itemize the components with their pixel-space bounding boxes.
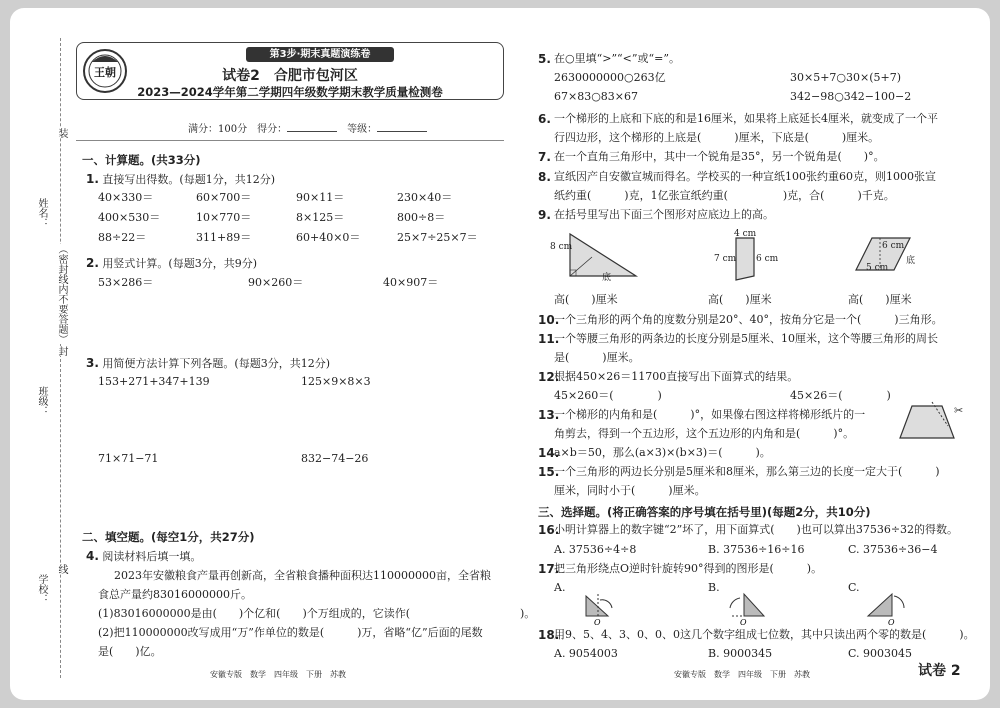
q5-item-a: 2630000000○263亿 [554,71,666,84]
q6-line: 一个梯形的上底和下底的和是16厘米，如果将上底延长4厘米，就变成了一个平 [554,112,938,125]
q3-text: 用简便方法计算下列各题。(每题3分，共12分) [102,357,330,370]
paper-title: 试卷2 合肥市包河区 [222,68,358,84]
oral-calc-item: 88÷22＝ [98,231,147,244]
q16-line: 小明计算器上的数字键“2”坏了，用下面算式( )也可以算出37536÷32的得数。 [554,523,959,536]
q4-prompt [86,549,201,564]
q15-line: 厘米，同时小于( )厘米。 [554,484,706,497]
oral-calc-item: 800÷8＝ [397,211,446,224]
oral-calc-item: 60+40×0＝ [296,231,361,244]
q12-item-a: 45×260＝( ) [554,389,662,402]
oral-calc-item: 40×330＝ [98,191,154,204]
q8-number: 8. [538,170,551,184]
oral-calc-item: 400×530＝ [98,211,161,224]
q11-line: 是( )厘米。 [554,351,640,364]
seal-char-3: 线 [56,564,67,574]
q16-option-a: A. 37536÷4÷8 [554,543,637,556]
q5-item-c: 67×83○83×67 [554,90,639,103]
class-label: 班级： [36,386,47,416]
fig3-label-base: 底 [906,256,916,266]
svg-text:O: O [594,618,601,626]
q9-answer-2: 高( )厘米 [708,293,772,306]
name-label: 姓名： [36,198,47,228]
vertical-item-2: 90×260＝ [248,276,304,289]
header-divider [76,140,504,141]
q8-line: 纸约重( )克，1亿张宣纸约重( )克，合( )千克。 [554,189,895,202]
vertical-item-3: 40×907＝ [383,276,439,289]
q15-number: 15. [538,465,560,479]
step-badge: 第3步·期末真题演练卷 [246,47,394,62]
page-label: 试卷 2 [918,663,961,679]
q9-number: 9. [538,208,551,222]
q4-sub-2: (2)把110000000改写成用“万”作单位的数是( )万，省略“亿”后面的尾数 [98,626,483,639]
simplify-item-4: 832−74−26 [301,452,369,465]
q4-passage-2: 食总产量约83016000000斤。 [98,588,252,601]
q18-option-c: C. 9003045 [848,647,913,660]
q5-number: 5. [538,52,551,66]
seal-char-1: 装 [56,128,67,138]
q1-number: 1. [86,172,99,186]
grade-blank[interactable] [377,122,427,132]
q14-line: a×b＝50，那么(a×3)×(b×3)＝( )。 [554,446,771,459]
q3-number: 3. [86,356,99,370]
q9-line: 在括号里写出下面三个图形对应底边上的高。 [554,208,774,221]
q2-prompt [86,256,257,271]
fig2-label-left: 7 cm [714,254,737,264]
q8-question [538,170,551,185]
q13-line: 角剪去，得到一个五边形，这个五边形的内角和是( )°。 [554,427,855,440]
q18-option-a: A. 9054003 [554,647,618,660]
svg-text:✂: ✂ [954,404,964,417]
score-blank[interactable] [287,122,337,132]
q9-answer-1: 高( )厘米 [554,293,618,306]
q11-line: 一个等腰三角形的两条边的长度分别是5厘米、10厘米，这个等腰三角形的周长 [554,332,938,345]
q17-option-a: A. [554,581,566,594]
q10-number: 10. [538,313,560,327]
footer-right: 安徽专版 数学 四年级 下册 苏教 [674,670,810,679]
q18-line: 用9、5、4、3、0、0、0这几个数字组成七位数，其中只读出两个零的数是( )。 [554,628,975,641]
q4-text: 阅读材料后填一填。 [102,550,202,563]
q4-passage-1: 2023年安徽粮食产量再创新高，全省粮食播种面积达110000000亩，全省粮 [114,569,491,582]
simplify-item-2: 125×9×8×3 [301,375,371,388]
q6-question [538,112,551,127]
q14-number: 14. [538,446,560,460]
q16-option-b: B. 37536÷16÷16 [708,543,805,556]
footer-left: 安徽专版 数学 四年级 下册 苏教 [210,670,346,679]
fig1-label-side: 8 cm [550,242,573,252]
trapezoid-cut-figure [896,400,966,444]
q8-line: 宣纸因产自安徽宣城而得名。学校买的一种宣纸100张约重60克，则1000张宣 [554,170,936,183]
q7-line: 在一个直角三角形中，其中一个锐角是35°，另一个锐角是( )°。 [554,150,885,163]
option-c-figure [862,586,912,626]
q2-text: 用竖式计算。(每题3分，共9分) [102,257,258,270]
q10-line: 一个三角形的两个角的度数分别是20°、40°，按角分它是一个( )三角形。 [554,313,943,326]
oral-calc-item: 230×40＝ [397,191,453,204]
q5-item-b: 30×5+7○30×(5+7) [790,71,902,84]
q4-number: 4. [86,549,99,563]
option-a-figure [580,586,630,626]
q15-line: 一个三角形的两边长分别是5厘米和8厘米，那么第三边的长度一定大于( ) [554,465,940,478]
q5-question [538,52,551,67]
seal-note: （密封线内不要答题） [56,244,67,344]
q6-number: 6. [538,112,551,126]
q11-number: 11. [538,332,560,346]
exam-paper [10,8,990,700]
q4-sub-1: (1)83016000000是由( )个亿和( )个万组成的，它读作( )。 [98,607,536,620]
q1-text: 直接写出得数。(每题1分，共12分) [102,173,275,186]
q9-question [538,208,551,223]
q4-sub-2-cont: 是( )亿。 [98,645,162,658]
full-score: 满分：100分 [188,124,248,135]
q12-number: 12. [538,370,560,384]
section-2-title: 二、填空题。(每空1分，共27分) [82,530,255,544]
section-1-title: 一、计算题。(共33分) [82,153,201,167]
section-3-title: 三、选择题。(将正确答案的序号填在括号里)(每题2分，共10分) [538,505,871,519]
oral-calc-item: 25×7÷25×7＝ [397,231,478,244]
q9-answer-3: 高( )厘米 [848,293,912,306]
paper-subtitle: 2023—2024学年第二学期四年级数学期末教学质量检测卷 [137,85,443,99]
oral-calc-item: 60×700＝ [196,191,252,204]
score-line [188,122,427,137]
simplify-item-3: 71×71−71 [98,452,159,465]
svg-text:O: O [740,618,747,626]
fig2-label-top: 4 cm [734,229,757,239]
vertical-item-1: 53×286＝ [98,276,154,289]
q5-item-d: 342−98○342−100−2 [790,90,912,103]
svg-text:O: O [888,618,895,626]
q2-number: 2. [86,256,99,270]
school-label: 学校： [36,574,47,604]
fig3-label-top: 6 cm [882,241,905,251]
simplify-item-1: 153+271+347+139 [98,375,210,388]
q16-option-c: C. 37536÷36−4 [848,543,938,556]
q12-line: 根据450×26＝11700直接写出下面算式的结果。 [554,370,799,383]
q7-question [538,150,551,165]
q18-option-b: B. 9000345 [708,647,773,660]
grade-label: 等级： [347,124,378,135]
q17-number: 17. [538,562,560,576]
q17-line: 把三角形绕点O逆时针旋转90°得到的图形是( )。 [554,562,823,575]
svg-text:王朝: 王朝 [94,66,116,79]
fig2-label-right: 6 cm [756,254,779,264]
q17-option-b: B. [708,581,720,594]
q7-number: 7. [538,150,551,164]
q13-line: 一个梯形的内角和是( )°，如果像右图这样将梯形纸片的一 [554,408,866,421]
q5-line: 在○里填“>”“<”或“=”。 [554,52,680,65]
oral-calc-item: 90×11＝ [296,191,345,204]
score-label: 得分： [257,124,288,135]
oral-calc-item: 8×125＝ [296,211,345,224]
oral-calc-item: 10×770＝ [196,211,252,224]
option-b-figure [724,586,774,626]
oral-calc-item: 311+89＝ [196,231,252,244]
fig1-label-base: 底 [602,273,612,283]
fig3-label-height: 5 cm [866,263,889,273]
q17-option-c: C. [848,581,860,594]
q3-prompt [86,356,330,371]
seal-char-2: 封 [56,346,67,356]
q18-number: 18. [538,628,560,642]
q13-number: 13. [538,408,560,422]
q16-number: 16. [538,523,560,537]
q6-line: 行四边形，这个梯形的上底是( )厘米，下底是( )厘米。 [554,131,880,144]
q1-prompt [86,172,275,187]
q12-item-b: 45×26＝( ) [790,389,891,402]
